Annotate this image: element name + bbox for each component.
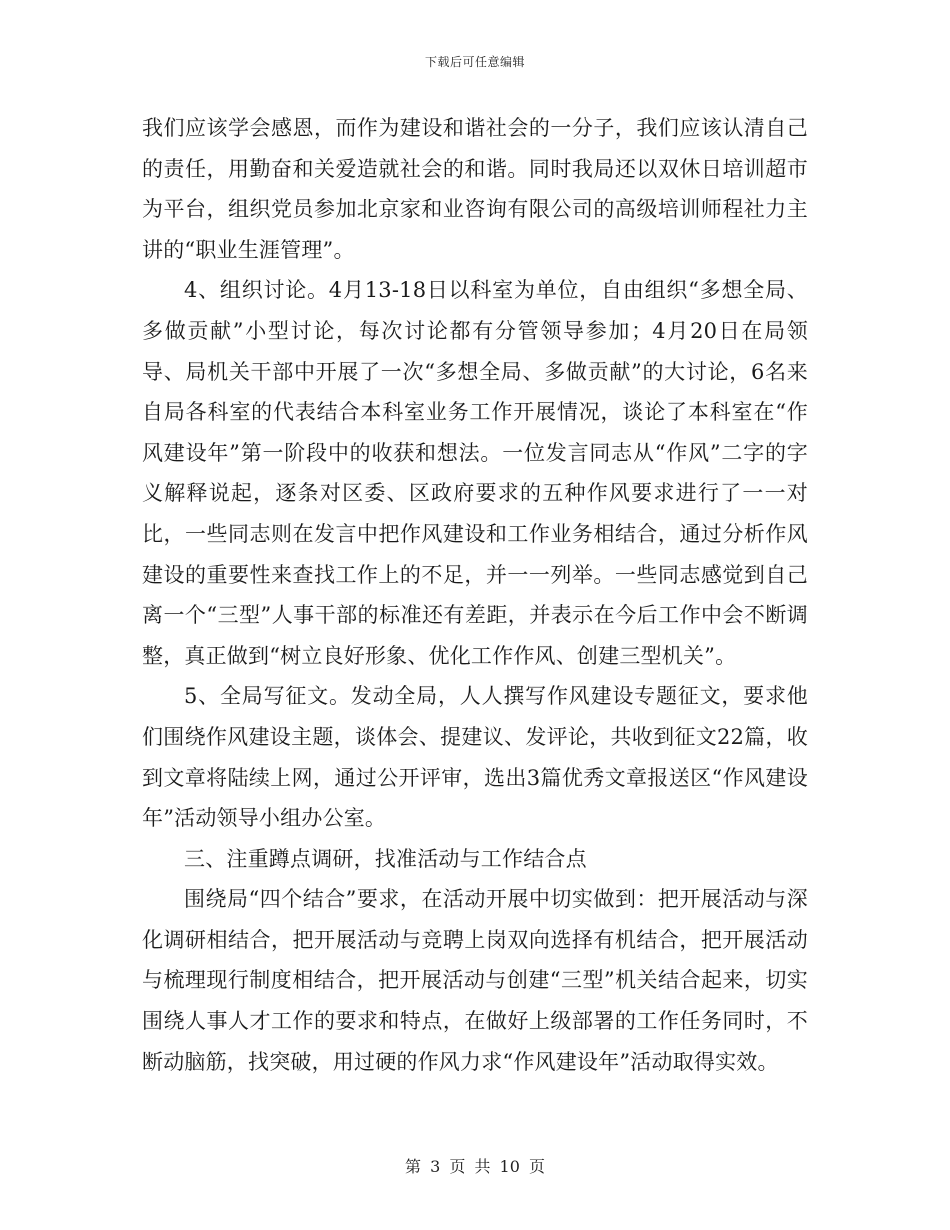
page-number-footer: 第 3 页 共 10 页 [405,1157,545,1176]
section-heading: 三、注重蹲点调研，找准活动与工作结合点 [184,846,587,871]
paragraph-continuation: 我们应该学会感恩，而作为建设和谐社会的一分子，我们应该认清自己的责任，用勤奋和关爱造就社会的和谐。同时我局还以双休日培训超市为平台，组织党员参加北京家和业咨询有限公司的高级培训师程社力主讲的“职业生涯管理”。 [142,116,808,262]
page-header-note: 下载后可任意编辑 [424,55,525,69]
paragraph-research: 围绕局“四个结合”要求，在活动开展中切实做到：把开展活动与深化调研相结合，把开展活动与竞聘上岗双向选择有机结合，把开展活动与梳理现行制度相结合，把开展活动与创建“三型”机关结合起来，切实围绕人事人才工作的要求和特点，在做好上级部署的工作任务同时，不断动脑筋，找突破，用过硬的作风力求“作风建设年”活动取得实效。 [142,887,808,1074]
paragraph-essay: 5、全局写征文。发动全局，人人撰写作风建设专题征文，要求他们围绕作风建设主题，谈体会、提建议、发评论，共收到征文22篇，收到文章将陆续上网，通过公开评审，选出3篇优秀文章报送区“作风建设年”活动领导小组办公室。 [142,684,808,831]
paragraph-discussion: 4、组织讨论。4月13-18日以科室为单位，自由组织“多想全局、多做贡献”小型讨论，每次讨论都有分管领导参加；4月20日在局领导、局机关干部中开展了一次“多想全局、多做贡献”的大讨论，6名来自局各科室的代表结合本科室业务工作开展情况，谈论了本科室在“作风建设年”第一阶段中的收获和想法。一位发言同志从“作风”二字的字义解释说起，逐条对区委、区政府要求的五种作风要求进行了一一对比，一些同志则在发言中把作风建设和工作业务相结合，通过分析作风建设的重要性来查找工作上的不足，并一一列举。一些同志感觉到自己离一个“三型”人事干部的标准还有差距，并表示在今后工作中会不断调整，真正做到“树立良好形象、优化工作作风、创建三型机关”。 [142,278,808,668]
document-body [142,108,808,1082]
